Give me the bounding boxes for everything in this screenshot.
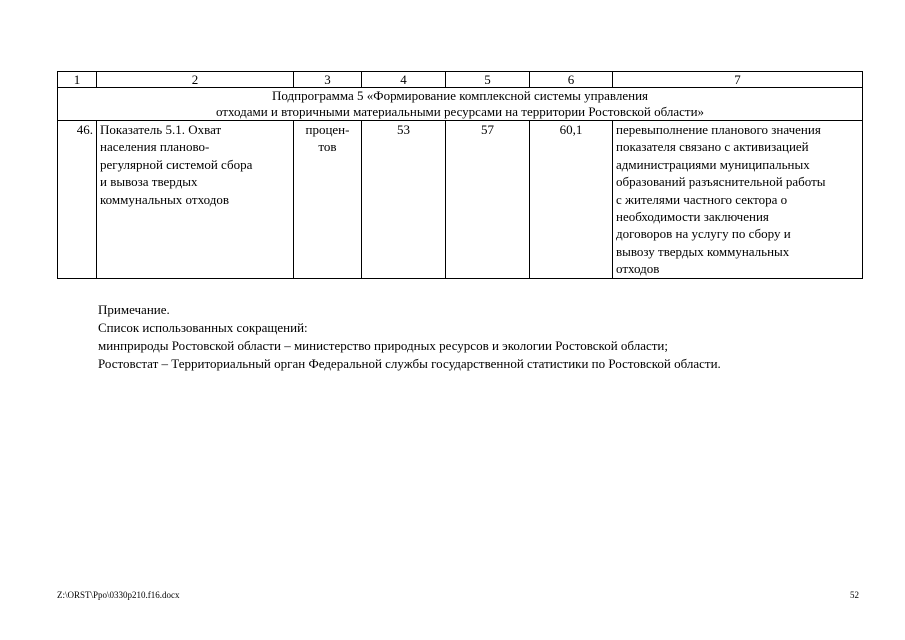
value-cell-5: 57 <box>446 121 530 279</box>
explanation-text: перевыполнение планового значения показателя связано с активизацией администрациями муниципальных образований разъяснительной работы с жителями частного сектора о необходимости заключения договоров на услугу по сбору и вывозу твердых коммунальных отходов <box>616 122 826 277</box>
subprogram-row <box>58 88 863 121</box>
subprogram-text: Подпрограмма 5 «Формирование комплексной системы управления отходами и вторичными материальными ресурсами на территории Ростовской области» <box>215 88 705 119</box>
notes-section <box>98 301 721 373</box>
abbreviation-item: Ростовстат – Территориальный орган Федеральной службы государственной статистики по Ростовской области. <box>98 356 721 371</box>
indicators-table <box>57 71 863 279</box>
unit-text: процен- тов <box>305 122 350 155</box>
value-cell-6: 60,1 <box>530 121 613 279</box>
header-cell: 4 <box>362 72 446 88</box>
footer-file-path: Z:\ORST\Ppo\0330p210.f16.docx <box>57 590 180 600</box>
abbreviation-item: минприроды Ростовской области – министерство природных ресурсов и экологии Ростовской области; <box>98 338 668 353</box>
header-cell: 6 <box>530 72 613 88</box>
indicator-name-text: Показатель 5.1. Охват населения планово- регулярной системой сбора и вывоза твердых коммунальных отходов <box>100 122 253 207</box>
header-cell: 3 <box>294 72 362 88</box>
header-cell: 1 <box>58 72 97 88</box>
page-number: 52 <box>850 590 859 600</box>
indicator-name <box>97 121 294 279</box>
header-cell: 5 <box>446 72 530 88</box>
abbreviations-title: Список использованных сокращений: <box>98 320 308 335</box>
row-number: 46. <box>58 121 97 279</box>
unit-cell <box>294 121 362 279</box>
subprogram-title <box>58 88 863 121</box>
value-cell-4: 53 <box>362 121 446 279</box>
explanation-cell <box>613 121 863 279</box>
header-cell: 7 <box>613 72 863 88</box>
header-row <box>58 72 863 88</box>
notes-title: Примечание. <box>98 302 170 317</box>
header-cell: 2 <box>97 72 294 88</box>
table-row <box>58 121 863 279</box>
